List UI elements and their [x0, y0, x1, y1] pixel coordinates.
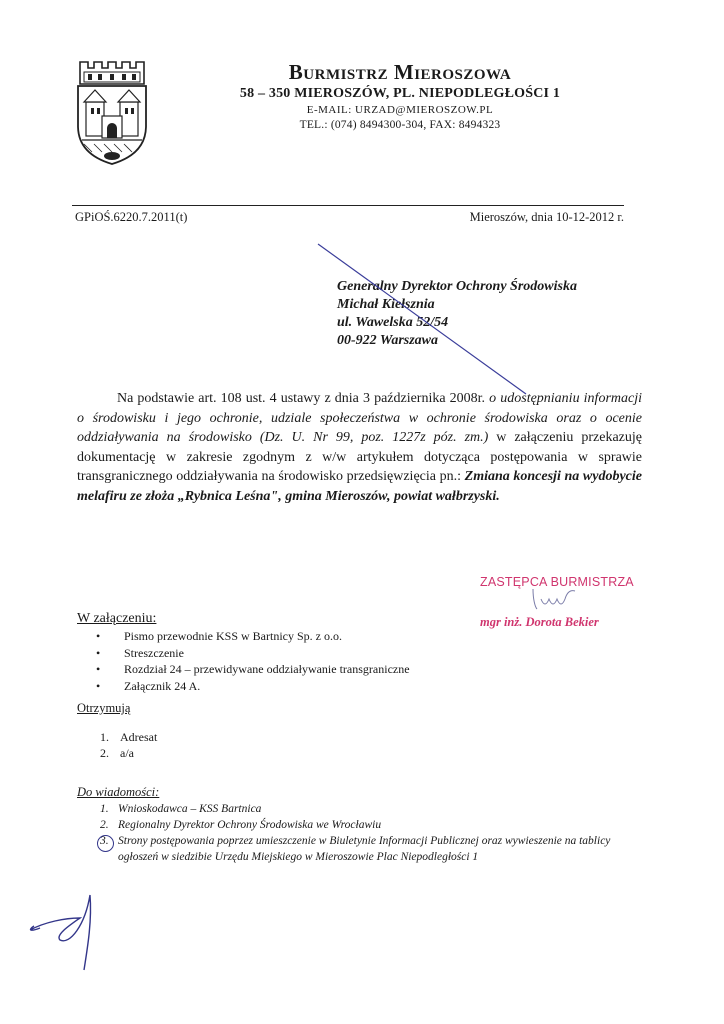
- header-address: 58 – 350 MIEROSZÓW, PL. NIEPODLEGŁOŚCI 1: [239, 86, 561, 101]
- body-text: Na podstawie art. 108 ust. 4 ustawy z dnia 3 października 2008r.: [117, 391, 490, 406]
- body-act-title: o udostępnianiu informacji o środowisku i jego ochronie, udziale społeczeństwa w ochronie środowiska oraz o ocenie oddziaływania na środowisko (Dz. U. Nr 99, poz. 1227z póz. zm.): [77, 391, 642, 445]
- header-divider: [72, 205, 624, 206]
- header-phone: TEL.: (074) 8494300-304, FAX: 8494323: [299, 119, 501, 131]
- info-item: [100, 801, 640, 817]
- recipient-number: 2.: [100, 746, 109, 760]
- info-label: Regionalny Dyrektor Ochrony Środowiska we Wrocławiu: [118, 819, 382, 831]
- attachment-item: • Streszczenie: [96, 645, 184, 660]
- stamp-title: ZASTĘPCA BURMISTRZA: [480, 575, 634, 589]
- reference-number: GPiOŚ.6220.7.2011(t): [75, 210, 188, 224]
- info-number: 2.: [100, 819, 109, 831]
- body-text: w załączeniu przekazuję dokumentację w zakresie zgodnym z w/w artykułem dotycząca postępowania w sprawie transgranicznego oddziaływania na środowisko przedsięwzięcia pn.:: [77, 430, 642, 484]
- info-item: [100, 817, 640, 833]
- attachment-label: Streszczenie: [124, 645, 184, 660]
- signature-mark: [525, 585, 585, 615]
- recipient-item: [100, 745, 157, 761]
- info-label: Wnioskodawca – KSS Bartnica: [118, 803, 262, 815]
- info-item: [100, 833, 640, 865]
- coat-of-arms-logo: [72, 58, 152, 166]
- recipients-list: [100, 729, 157, 761]
- attachment-item: • Załącznik 24 A.: [96, 678, 201, 693]
- attachment-label: Rozdział 24 – przewidywane oddziaływanie transgraniczne: [124, 662, 410, 676]
- attachments-heading: W załączeniu:: [77, 611, 157, 626]
- addressee-line: ul. Wawelska 52/54: [337, 315, 449, 330]
- info-heading: Do wiadomości:: [77, 785, 160, 799]
- addressee-line: Michał Kiełsznia: [337, 297, 435, 312]
- attachment-label: Załącznik 24 A.: [124, 678, 201, 693]
- document-date: Mieroszów, dnia 10-12-2012 r.: [469, 210, 624, 224]
- attachment-item: • Rozdział 24 – przewidywane oddziaływanie transgraniczne: [96, 662, 410, 676]
- info-number: 3.: [100, 835, 109, 847]
- attachment-label: Pismo przewodnie KSS w Bartnicy Sp. z o.o.: [124, 629, 342, 643]
- body-project-title: Zmiana koncesji na wydobycie melafiru ze złoża „Rybnica Leśna", gmina Mieroszów, powiat wałbrzyski.: [77, 469, 642, 504]
- addressee-block: [337, 278, 577, 350]
- info-label: Strony postępowania poprzez umieszczenie w Biuletynie Informacji Publicznej oraz wywieszenie na tablicy ogłoszeń w siedzibie Urzędu Miejskiego w Mieroszowie Plac Niepodległości 1: [118, 835, 611, 863]
- header-email: E-MAIL: URZAD@MIEROSZOW.PL: [306, 104, 494, 116]
- info-number: 1.: [100, 803, 109, 815]
- recipient-number: 1.: [100, 730, 109, 744]
- attachments-list: [96, 628, 410, 694]
- recipient-item: [100, 729, 157, 745]
- handwritten-circle-mark: [97, 835, 114, 852]
- handwritten-initial-mark: [30, 895, 91, 970]
- recipients-heading: Otrzymują: [77, 701, 131, 715]
- stamp-name: mgr inż. Dorota Bekier: [480, 615, 599, 629]
- letter-body: [77, 389, 642, 506]
- addressee-line: Generalny Dyrektor Ochrony Środowiska: [337, 279, 577, 294]
- attachment-item: • Pismo przewodnie KSS w Bartnicy Sp. z o.o.: [96, 629, 342, 643]
- info-list: [100, 801, 640, 865]
- addressee-line: 00-922 Warszawa: [337, 333, 439, 348]
- recipient-label: Adresat: [120, 730, 158, 744]
- recipient-label: a/a: [120, 746, 134, 760]
- header-title: Burmistrz Mieroszowa: [288, 60, 512, 84]
